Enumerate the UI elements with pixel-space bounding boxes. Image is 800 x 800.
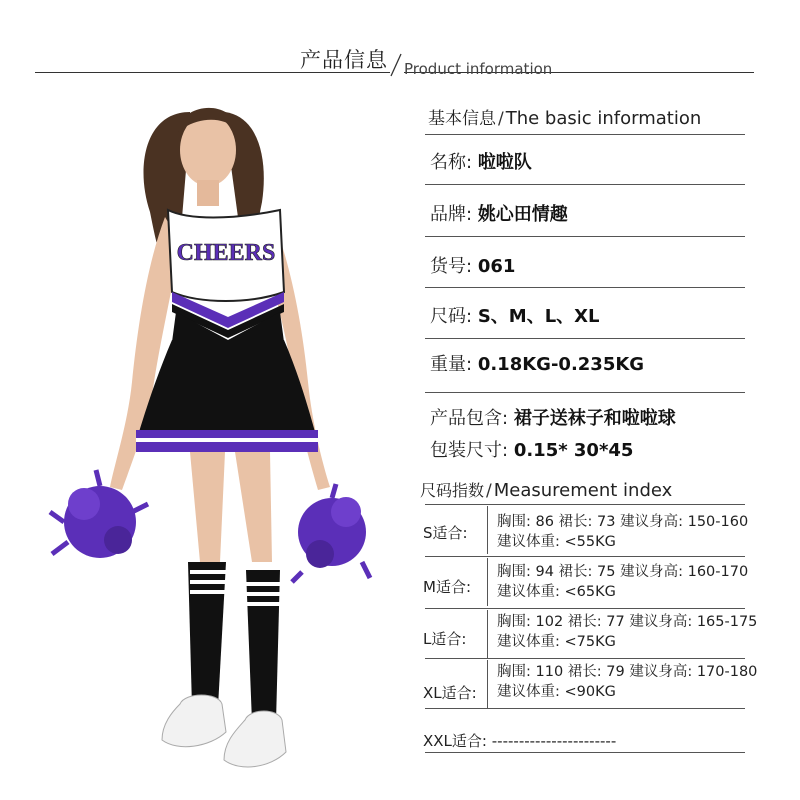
size-xxl-row <box>423 730 616 751</box>
divider <box>425 134 745 135</box>
item-no-value: 061 <box>477 256 516 277</box>
size-xl-detail <box>497 662 757 702</box>
divider <box>425 236 745 237</box>
size-m-label: M适合: <box>423 578 471 596</box>
right-pompom <box>292 484 370 582</box>
size-label: 尺码: <box>430 306 473 327</box>
left-pompom <box>50 470 148 558</box>
size-value: S、M、L、XL <box>477 306 600 327</box>
package-label: 产品包含: <box>430 408 509 429</box>
package-row <box>430 404 676 430</box>
divider <box>425 504 745 505</box>
weight-row <box>430 350 644 376</box>
size-m-line1: 胸围: 94 裙长: 75 建议身高: 160-170 <box>497 564 749 580</box>
brand-value: 姚心田情趣 <box>477 204 568 225</box>
item-no-row <box>430 252 515 278</box>
divider <box>487 558 488 606</box>
name-value: 啦啦队 <box>477 152 532 173</box>
measure-title <box>420 478 672 501</box>
basic-info-title <box>428 104 701 129</box>
size-l-line1: 胸围: 102 裙长: 77 建议身高: 165-175 <box>497 614 758 630</box>
package-value: 裙子送袜子和啦啦球 <box>513 408 676 429</box>
basic-info-title-en: The basic information <box>505 108 702 129</box>
header-title-en: Product information <box>404 60 553 78</box>
left-shoe <box>162 695 226 747</box>
divider <box>425 338 745 339</box>
divider <box>487 660 488 708</box>
divider <box>425 287 745 288</box>
basic-info-title-cn: 基本信息 <box>428 109 496 129</box>
divider <box>425 708 745 709</box>
name-label: 名称: <box>430 152 473 173</box>
product-photo <box>40 92 380 792</box>
measure-title-cn: 尺码指数 <box>420 481 485 500</box>
divider <box>425 752 745 753</box>
size-s-line1: 胸围: 86 裙长: 73 建议身高: 150-160 <box>497 514 749 530</box>
size-l-line2: 建议体重: <75KG <box>497 634 616 650</box>
right-shoe <box>224 711 286 767</box>
size-xl-line1: 胸围: 110 裙长: 79 建议身高: 170-180 <box>497 664 758 680</box>
shirt-lettering: CHEERS <box>176 240 276 266</box>
title-slash: / <box>486 481 492 501</box>
title-slash: / <box>498 109 504 129</box>
name-row <box>430 148 532 174</box>
pack-size-value: 0.15* 30*45 <box>513 440 634 461</box>
size-xl-line2: 建议体重: <90KG <box>497 684 616 700</box>
divider <box>487 506 488 554</box>
size-s-detail <box>497 512 748 552</box>
size-l-detail <box>497 612 757 652</box>
pack-size-label: 包装尺寸: <box>430 440 509 461</box>
size-xl-label: XL适合: <box>423 684 477 702</box>
size-xxl-value: ----------------------- <box>491 732 617 750</box>
divider <box>425 556 745 557</box>
item-no-label: 货号: <box>430 256 473 277</box>
weight-label: 重量: <box>430 354 473 375</box>
size-xxl-label: XXL适合: <box>423 732 487 750</box>
size-s-line2: 建议体重: <55KG <box>497 534 616 550</box>
brand-label: 品牌: <box>430 204 473 225</box>
pack-size-row <box>430 436 633 462</box>
weight-value: 0.18KG-0.235KG <box>477 354 645 375</box>
header-slash <box>388 52 404 78</box>
size-m-detail <box>497 562 748 602</box>
divider <box>425 658 745 659</box>
header-title-cn: 产品信息 <box>300 48 388 72</box>
divider <box>425 184 745 185</box>
divider <box>425 608 745 609</box>
size-row <box>430 302 600 328</box>
divider <box>487 610 488 658</box>
size-l-label: L适合: <box>423 630 467 648</box>
measure-title-en: Measurement index <box>493 480 673 501</box>
size-m-line2: 建议体重: <65KG <box>497 584 616 600</box>
brand-row <box>430 200 568 226</box>
divider <box>425 392 745 393</box>
size-s-label: S适合: <box>423 524 468 542</box>
